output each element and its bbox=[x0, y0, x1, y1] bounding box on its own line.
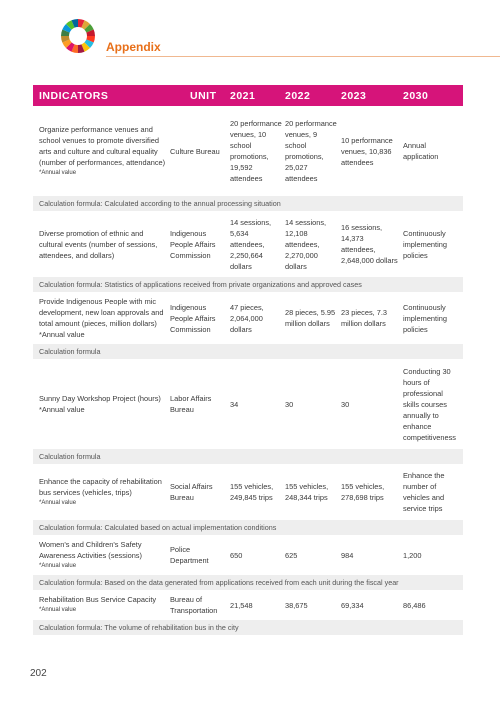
value-2022: 20 performance venues, 9 school promotions, 25,027 attendees bbox=[285, 119, 337, 183]
value-2022: 14 sessions, 12,108 attendees, 2,270,000 dollars bbox=[285, 217, 327, 271]
value-2030: 86,486 bbox=[403, 600, 426, 610]
value-2021: 47 pieces, 2,064,000 dollars bbox=[230, 302, 264, 334]
col-unit: UNIT bbox=[190, 89, 217, 102]
col-2022: 2022 bbox=[285, 89, 311, 102]
page-header bbox=[0, 0, 500, 70]
value-2022: 30 bbox=[285, 399, 294, 409]
value-2023: 23 pieces, 7.3 million dollars bbox=[341, 308, 388, 328]
indicator-note: *Annual value bbox=[39, 330, 85, 339]
calculation-formula: Calculation formula: Calculated based on actual implementation conditions bbox=[33, 520, 463, 535]
unit-cell: Police Department bbox=[170, 545, 209, 565]
indicator-note: *Annual value bbox=[39, 169, 77, 176]
table-row bbox=[33, 359, 463, 449]
value-2030: Continuously implementing policies bbox=[403, 228, 447, 260]
value-2023: 69,334 bbox=[341, 600, 364, 610]
table-row bbox=[33, 590, 463, 620]
value-2023: 16 sessions, 14,373 attendees, 2,648,000 dollars bbox=[341, 223, 398, 265]
indicator-text: Rehabilitation Bus Service Capacity bbox=[39, 595, 157, 604]
value-2021: 650 bbox=[230, 550, 243, 560]
value-2022: 625 bbox=[285, 550, 298, 560]
indicator-text: Diverse promotion of ethnic and cultural events (number of sessions, attendees, and dollars) bbox=[39, 228, 158, 260]
table-row bbox=[33, 292, 463, 344]
appendix-title: Appendix bbox=[106, 40, 161, 54]
indicator-text: Organize performance venues and school venues to promote diversified arts and culture and cultural equality (number of performances, attendance) bbox=[39, 124, 166, 167]
unit-cell: Social Affairs Bureau bbox=[170, 482, 213, 502]
value-2030: 1,200 bbox=[403, 550, 422, 560]
calculation-formula: Calculation formula: Statistics of applications received from private organizations and approved cases bbox=[33, 277, 463, 292]
value-2023: 10 performance venues, 10,836 attendees bbox=[341, 135, 393, 167]
value-2022: 28 pieces, 5.95 million dollars bbox=[285, 308, 336, 328]
value-2023: 984 bbox=[341, 550, 354, 560]
table-header bbox=[33, 85, 463, 106]
value-2023: 155 vehicles, 278,698 trips bbox=[341, 482, 385, 502]
col-2023: 2023 bbox=[341, 89, 367, 102]
calculation-formula: Calculation formula: Calculated according to the annual processing situation bbox=[33, 196, 463, 211]
calculation-formula: Calculation formula: The volume of rehabilitation bus in the city bbox=[33, 620, 463, 635]
value-2022: 38,675 bbox=[285, 600, 308, 610]
table-row bbox=[33, 106, 463, 196]
indicators-table bbox=[33, 85, 463, 635]
value-2030: Annual application bbox=[403, 141, 439, 161]
value-2021: 34 bbox=[230, 399, 239, 409]
value-2030: Continuously implementing policies bbox=[403, 302, 447, 334]
table-row bbox=[33, 211, 463, 277]
sdg-wheel-logo bbox=[60, 18, 96, 54]
value-2021: 21,548 bbox=[230, 600, 253, 610]
unit-cell: Labor Affairs Bureau bbox=[170, 394, 212, 414]
col-2021: 2021 bbox=[230, 89, 256, 102]
unit-cell: Indigenous People Affairs Commission bbox=[170, 228, 216, 260]
value-2021: 20 performance venues, 10 school promotions, 19,592 attendees bbox=[230, 119, 282, 183]
value-2023: 30 bbox=[341, 399, 350, 409]
value-2021: 14 sessions, 5,634 attendees, 2,250,664 dollars bbox=[230, 217, 272, 271]
indicator-note: *Annual value bbox=[39, 499, 77, 506]
unit-cell: Culture Bureau bbox=[170, 146, 220, 156]
value-2030: Conducting 30 hours of professional skills courses annually to enhance competitiveness bbox=[403, 366, 456, 442]
unit-cell: Indigenous People Affairs Commission bbox=[170, 302, 216, 334]
indicator-note: *Annual value bbox=[39, 607, 77, 613]
table-row bbox=[33, 535, 463, 575]
indicator-note: *Annual value bbox=[39, 562, 77, 569]
indicator-note: *Annual value bbox=[39, 405, 85, 414]
value-2021: 155 vehicles, 249,845 trips bbox=[230, 482, 274, 502]
unit-cell: Bureau of Transportation bbox=[170, 595, 218, 615]
indicator-text: Provide Indigenous People with mic development, new loan approvals and total amount (pieces, million dollars) bbox=[39, 297, 164, 328]
indicator-text: Enhance the capacity of rehabilitation bus services (vehicles, trips) bbox=[39, 476, 162, 497]
value-2022: 155 vehicles, 248,344 trips bbox=[285, 482, 329, 502]
calculation-formula: Calculation formula: Based on the data generated from applications received from each unit during the fiscal year bbox=[33, 575, 463, 590]
page-number: 202 bbox=[30, 668, 47, 679]
calculation-formula: Calculation formula bbox=[33, 344, 463, 359]
indicator-text: Sunny Day Workshop Project (hours) bbox=[39, 394, 161, 403]
calculation-formula: Calculation formula bbox=[33, 449, 463, 464]
header-divider bbox=[106, 56, 500, 57]
value-2030: Enhance the number of vehicles and service trips bbox=[403, 471, 445, 513]
col-indicators: INDICATORS bbox=[39, 89, 109, 102]
table-row bbox=[33, 464, 463, 520]
col-2030: 2030 bbox=[403, 89, 429, 102]
indicator-text: Women's and Children's Safety Awareness Activities (sessions) bbox=[39, 539, 142, 560]
